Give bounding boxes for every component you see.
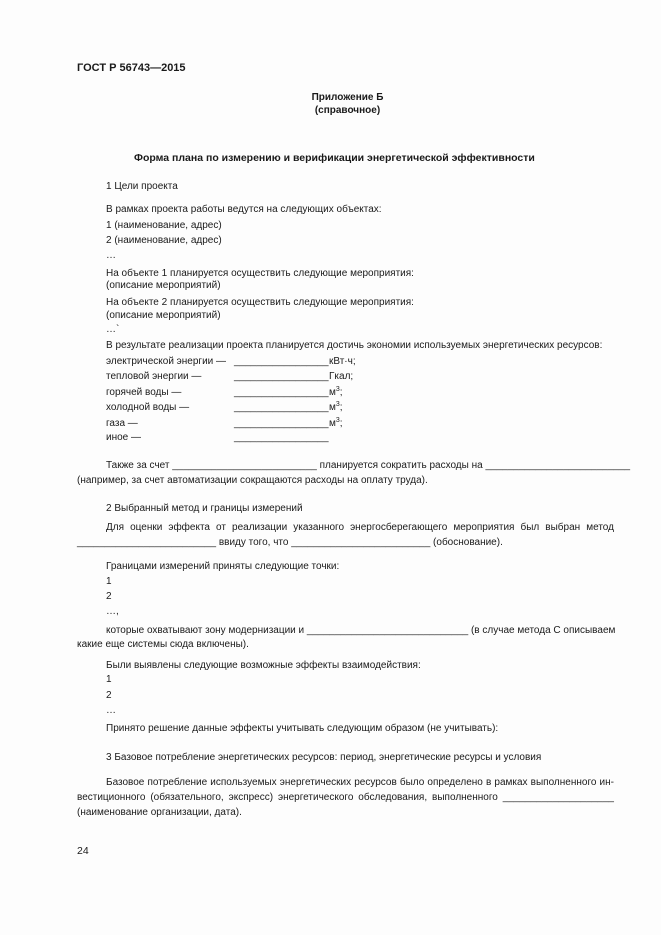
effects-intro: Были выявлены следующие возможные эффекты взаимодействия: [106,660,421,671]
covers-line-b: какие еще системы сюда включены). [77,639,249,650]
effect-2: 2 [106,690,112,701]
resource-unit: $м^3$; [329,386,343,398]
page-number: 24 [77,845,89,857]
resource-blank: _________________ [234,371,329,382]
object-2: 2 (наименование, адрес) [106,235,222,246]
document-header-id: ГОСТ Р 56743—2015 [77,62,186,74]
section2-heading: 2 Выбранный метод и границы измерений [106,503,303,514]
resource-label: холодной воды — [106,402,190,413]
superscript: 3 [335,386,340,393]
savings-intro: В результате реализации проекта планируется достичь экономии используемых энергетических ресурсов: [106,340,603,351]
plan-object-1: На объекте 1 планируется осуществить следующие мероприятия: [106,268,414,279]
baseline-line-a: Базовое потребление используемых энергетических ресурсов было определено в рамках выполненного ин- [106,777,614,788]
resource-blank: _________________ [234,418,329,429]
resource-label: тепловой энергии — [106,371,202,382]
resource-label: газа — [106,418,138,429]
also-line-b: (например, за счет автоматизации сокращаются расходы на оплату труда). [77,475,428,486]
section1-heading: 1 Цели проекта [106,181,178,192]
resource-label: горячей воды — [106,387,182,398]
superscript: 3 [335,401,340,408]
section3-heading: 3 Базовое потребление энергетических ресурсов: период, энергетические ресурсы и условия [106,752,542,763]
baseline-line-b: вестиционного (обязательного, экспресс) энергетического обследования, выполненного ____________________ [77,792,614,803]
resource-unit: $м^3$; [329,401,343,413]
effect-1: 1 [106,674,112,685]
method-line-a: Для оценки эффекта от реализации указанного энергосберегающего мероприятия был выбран метод [106,522,614,533]
covers-line-a: которые охватывают зону модернизации и _____________________________ (в случае метода С описываем [106,625,616,636]
resource-blank: _________________ [234,432,329,443]
resource-blank: _________________ [234,402,329,413]
annex-title: Приложение Б [311,92,384,103]
form-title: Форма плана по измерению и верификации энергетической эффективности [134,152,535,164]
resource-unit: Гкал; [329,371,354,382]
also-line-a: Также за счет __________________________ планируется сократить расходы на __________________________ [106,460,631,471]
method-line-b: _________________________ ввиду того, что _________________________ (обоснование). [77,537,503,548]
plans-ellipsis: …` [106,324,120,335]
point-2: 2 [106,591,112,602]
resource-blank: _________________ [234,356,329,367]
objects-intro: В рамках проекта работы ведутся на следующих объектах: [106,204,382,215]
bounds-intro: Границами измерений приняты следующие точки: [106,561,340,572]
resource-unit: $м^3$; [329,417,343,429]
plan-object-2: На объекте 2 планируется осуществить следующие мероприятия: [106,297,414,308]
resource-blank: _________________ [234,387,329,398]
object-1: 1 (наименование, адрес) [106,220,222,231]
annex-subtitle: (справочное) [314,105,381,116]
objects-ellipsis: … [106,250,116,261]
points-ellipsis: …, [106,606,119,617]
superscript: 3 [335,417,340,424]
resource-unit: кВт·ч; [329,356,356,367]
plan-object-2-desc: (описание мероприятий) [106,310,221,321]
resource-label: электрической энергии — [106,356,227,367]
point-1: 1 [106,576,112,587]
plan-object-1-desc: (описание мероприятий) [106,280,221,291]
decision-line: Принято решение данные эффекты учитывать следующим образом (не учитывать): [106,723,499,734]
resource-label: иное — [106,432,142,443]
baseline-line-c: (наименование организации, дата). [77,807,242,818]
effects-ellipsis: … [106,705,116,716]
